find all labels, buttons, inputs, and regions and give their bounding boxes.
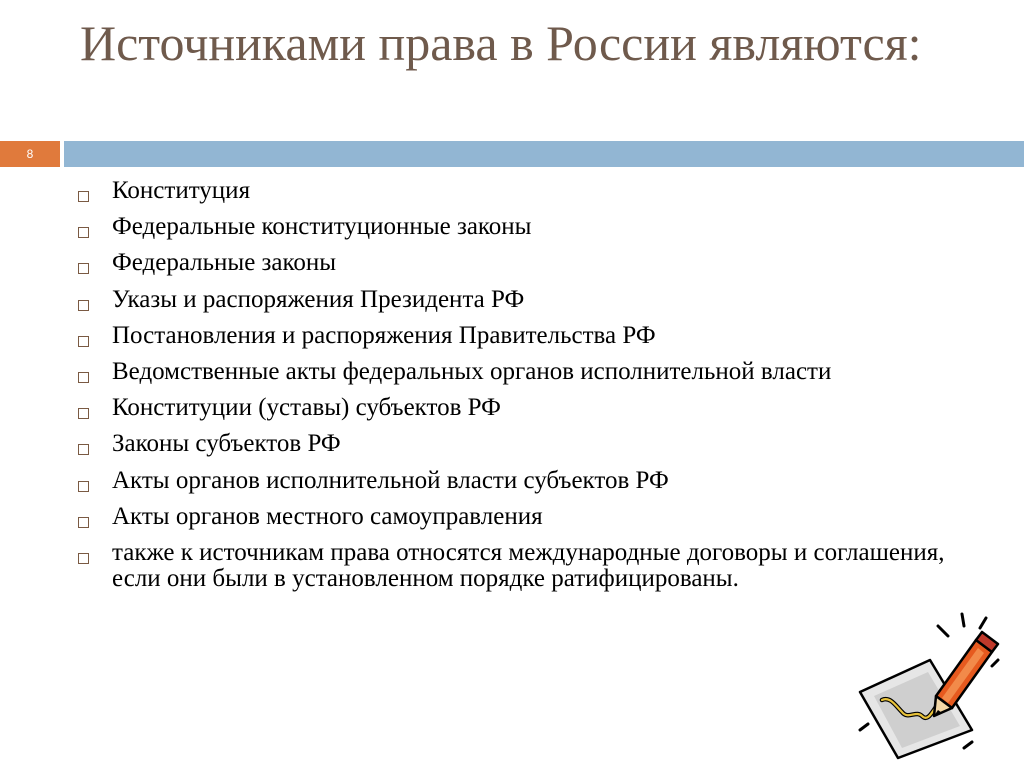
list-item xyxy=(78,540,978,593)
square-bullet-icon xyxy=(78,227,89,238)
square-bullet-icon xyxy=(78,408,89,419)
list-item-text: Законы субъектов РФ xyxy=(112,430,341,458)
list-item-text: Акты органов местного самоуправления xyxy=(112,502,543,530)
list-item-text: Федеральные конституционные законы xyxy=(112,213,532,241)
square-bullet-icon xyxy=(78,372,89,383)
list-item xyxy=(78,431,978,458)
list-item-text: Указы и распоряжения Президента РФ xyxy=(112,285,525,313)
square-bullet-icon xyxy=(78,481,89,492)
list-item xyxy=(78,250,978,277)
list-item-text: также к источникам права относятся международные договоры и соглашения, если они были в установленном порядке ратифицированы. xyxy=(112,538,945,593)
list-item-text: Конституции (уставы) субъектов РФ xyxy=(112,394,501,422)
list-item xyxy=(78,323,978,350)
square-bullet-icon xyxy=(78,300,89,311)
square-bullet-icon xyxy=(78,191,89,202)
list-item xyxy=(78,395,978,422)
square-bullet-icon xyxy=(78,553,89,564)
square-bullet-icon xyxy=(78,263,89,274)
list-item xyxy=(78,504,978,531)
square-bullet-icon xyxy=(78,517,89,528)
pencil-and-paper-icon xyxy=(852,612,1002,760)
list-item xyxy=(78,287,978,314)
title-divider-bar xyxy=(64,141,1024,167)
list-item xyxy=(78,178,978,205)
list-item-text: Акты органов исполнительной власти субъектов РФ xyxy=(112,466,669,494)
list-item-text: Федеральные законы xyxy=(112,249,337,277)
square-bullet-icon xyxy=(78,444,89,455)
list-item-text: Постановления и распоряжения Правительства РФ xyxy=(112,321,656,349)
list-item xyxy=(78,468,978,495)
list-item-text: Ведомственные акты федеральных органов исполнительной власти xyxy=(112,357,832,385)
list-item xyxy=(78,214,978,241)
slide-number: 8 xyxy=(0,141,60,167)
slide-title: Источниками права в России являются: xyxy=(80,15,922,71)
square-bullet-icon xyxy=(78,336,89,347)
list-item xyxy=(78,359,978,386)
list-item-text: Конституция xyxy=(112,177,251,204)
bullet-list xyxy=(78,178,978,603)
